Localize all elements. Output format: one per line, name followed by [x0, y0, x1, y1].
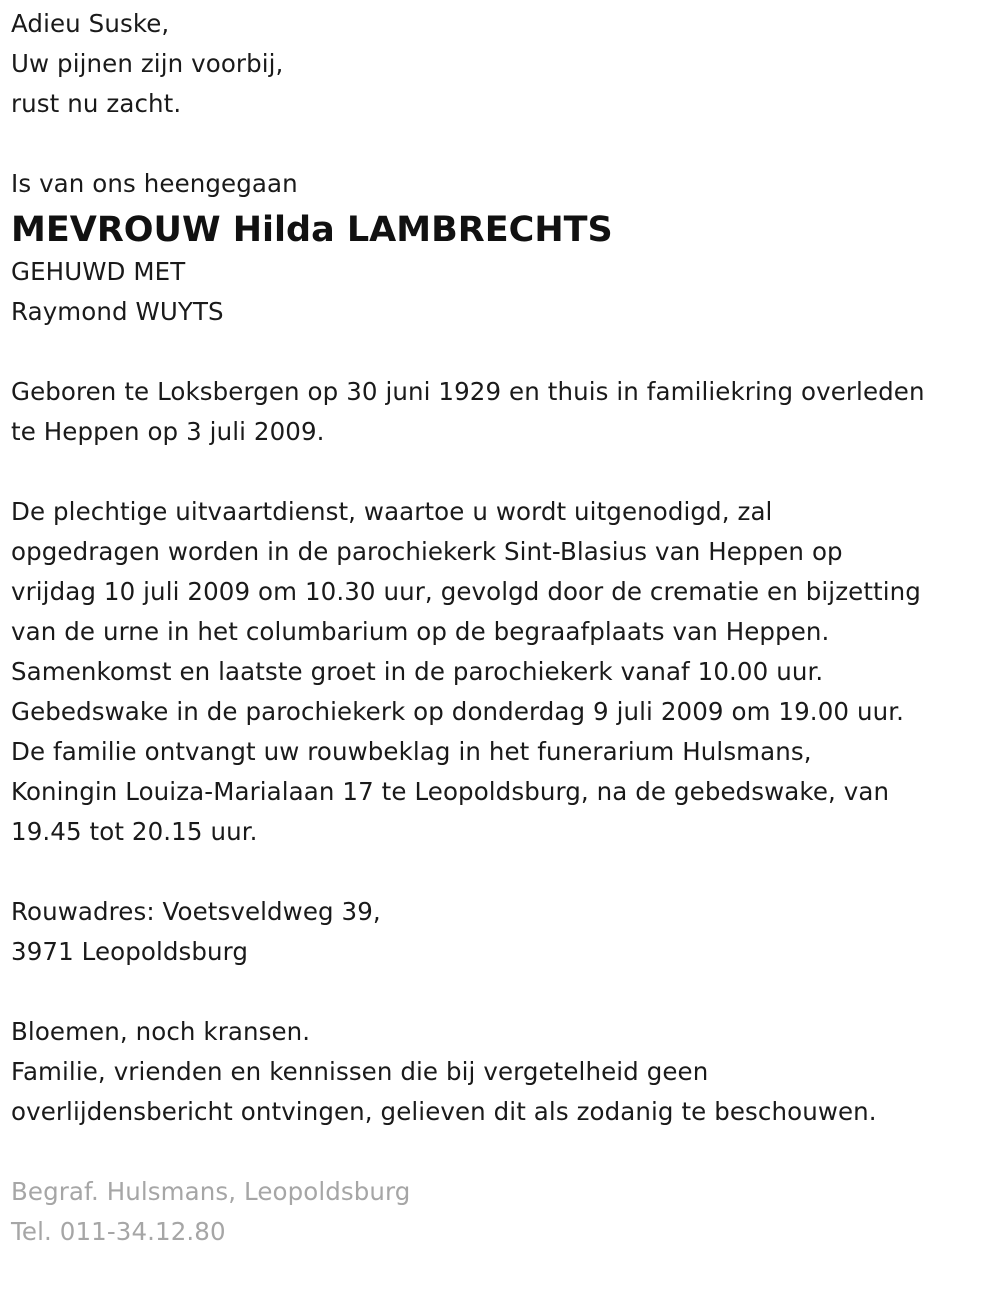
undertaker-footer — [11, 1172, 996, 1252]
announcement-text: Is van ons heengegaan — [11, 169, 298, 198]
paragraph-line: overlijdensbericht ontvingen, gelieven dit als zodanig te beschouwen. — [11, 1097, 877, 1126]
notes-paragraph — [11, 1012, 996, 1132]
verse-line: Uw pijnen zijn voorbij, — [11, 49, 284, 78]
deceased-name: MEVROUW Hilda LAMBRECHTS — [11, 210, 613, 250]
address-line: Rouwadres: Voetsveldweg 39, — [11, 897, 381, 926]
paragraph-line: Familie, vrienden en kennissen die bij vergetelheid geen — [11, 1057, 709, 1086]
paragraph-line: Samenkomst en laatste groet in de parochiekerk vanaf 10.00 uur. — [11, 657, 824, 686]
paragraph-line: Geboren te Loksbergen op 30 juni 1929 en thuis in familiekring overleden — [11, 377, 925, 406]
address-line: 3971 Leopoldsburg — [11, 937, 249, 966]
obituary-notice — [11, 0, 996, 1252]
ceremony-paragraph — [11, 492, 996, 852]
paragraph-line: De familie ontvangt uw rouwbeklag in het funerarium Hulsmans, — [11, 737, 812, 766]
paragraph-line: van de urne in het columbarium op de begraafplaats van Heppen. — [11, 617, 830, 646]
birth-death-paragraph — [11, 372, 996, 452]
paragraph-line: vrijdag 10 juli 2009 om 10.30 uur, gevolgd door de crematie en bijzetting — [11, 577, 921, 606]
paragraph-line: opgedragen worden in de parochiekerk Sint-Blasius van Heppen op — [11, 537, 843, 566]
paragraph-line: te Heppen op 3 juli 2009. — [11, 417, 325, 446]
verse-line: rust nu zacht. — [11, 89, 182, 118]
paragraph-line: 19.45 tot 20.15 uur. — [11, 817, 258, 846]
paragraph-line: De plechtige uitvaartdienst, waartoe u wordt uitgenodigd, zal — [11, 497, 773, 526]
mourning-address — [11, 892, 996, 972]
spouse-name: Raymond WUYTS — [11, 297, 224, 326]
paragraph-line: Gebedswake in de parochiekerk op donderdag 9 juli 2009 om 19.00 uur. — [11, 697, 905, 726]
undertaker-name: Begraf. Hulsmans, Leopoldsburg — [11, 1177, 411, 1206]
farewell-verse — [11, 0, 996, 124]
paragraph-line: Bloemen, noch kransen. — [11, 1017, 311, 1046]
verse-line: Adieu Suske, — [11, 9, 170, 38]
undertaker-phone: Tel. 011-34.12.80 — [11, 1217, 226, 1246]
married-label: GEHUWD MET — [11, 257, 186, 286]
paragraph-line: Koningin Louiza-Marialaan 17 te Leopoldsburg, na de gebedswake, van — [11, 777, 890, 806]
